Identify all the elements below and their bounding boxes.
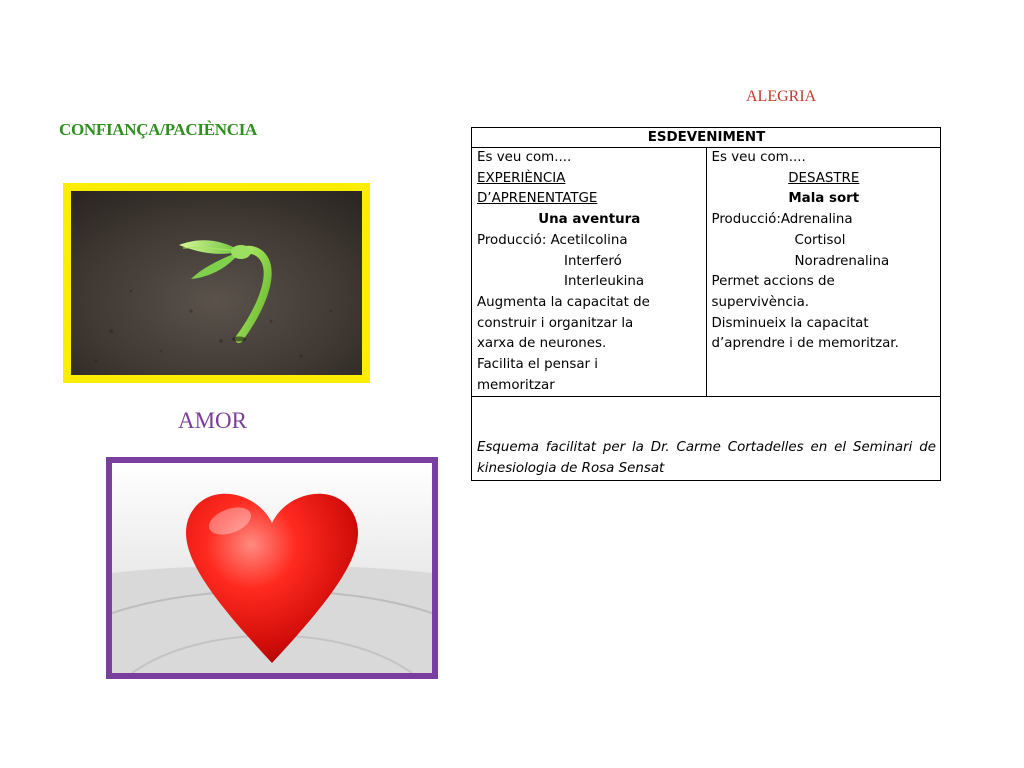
- right-production-3: Noradrenalina: [794, 253, 890, 269]
- right-effect-4: d’aprendre i de memoritzar.: [711, 336, 899, 352]
- sprout-image: [71, 191, 362, 375]
- right-effect-1: Permet accions de: [711, 274, 835, 290]
- left-effect-4: Facilita el pensar i: [477, 357, 599, 373]
- table-header: ESDEVENIMENT: [472, 128, 941, 148]
- amor-label: AMOR: [178, 408, 248, 433]
- left-effect-2: construir i organitzar la: [477, 315, 634, 331]
- right-intro: Es veu com....: [711, 150, 806, 165]
- right-production-2: Cortisol: [794, 232, 846, 248]
- left-production-3: Interleukina: [564, 274, 645, 290]
- left-title-line2: D’APRENENTATGE: [477, 191, 598, 207]
- right-effect-2: supervivència.: [711, 294, 810, 310]
- esdeveniment-table: [471, 127, 941, 481]
- left-production-label: Producció: Acetilcolina: [477, 232, 628, 248]
- left-effect-1: Augmenta la capacitat de: [477, 294, 650, 310]
- left-subtitle: Una aventura: [538, 212, 641, 228]
- left-title-line1: EXPERIÈNCIA: [477, 170, 566, 186]
- left-production-2: Interferó: [564, 253, 622, 269]
- right-column: [706, 148, 941, 397]
- table-footer-credit: Esquema facilitat per la Dr. Carme Cortadelles en el Seminari de kinesiologia de Rosa Sensat: [472, 397, 941, 481]
- left-column: [472, 148, 707, 397]
- alegria-label: ALEGRIA: [746, 88, 817, 105]
- left-intro: Es veu com....: [477, 150, 572, 165]
- heart-image: [112, 463, 432, 673]
- sprout-image-frame: [63, 183, 370, 383]
- right-effect-3: Disminueix la capacitat: [711, 315, 869, 331]
- left-effect-5: memoritzar: [477, 377, 555, 393]
- right-production-label: Producció:Adrenalina: [711, 212, 853, 228]
- left-effect-3: xarxa de neurones.: [477, 336, 607, 352]
- confianca-paciencia-label: CONFIANÇA/PACIÈNCIA: [59, 120, 257, 139]
- heart-image-frame: [106, 457, 438, 679]
- right-title: DESASTRE: [788, 170, 860, 186]
- right-subtitle: Mala sort: [788, 191, 860, 207]
